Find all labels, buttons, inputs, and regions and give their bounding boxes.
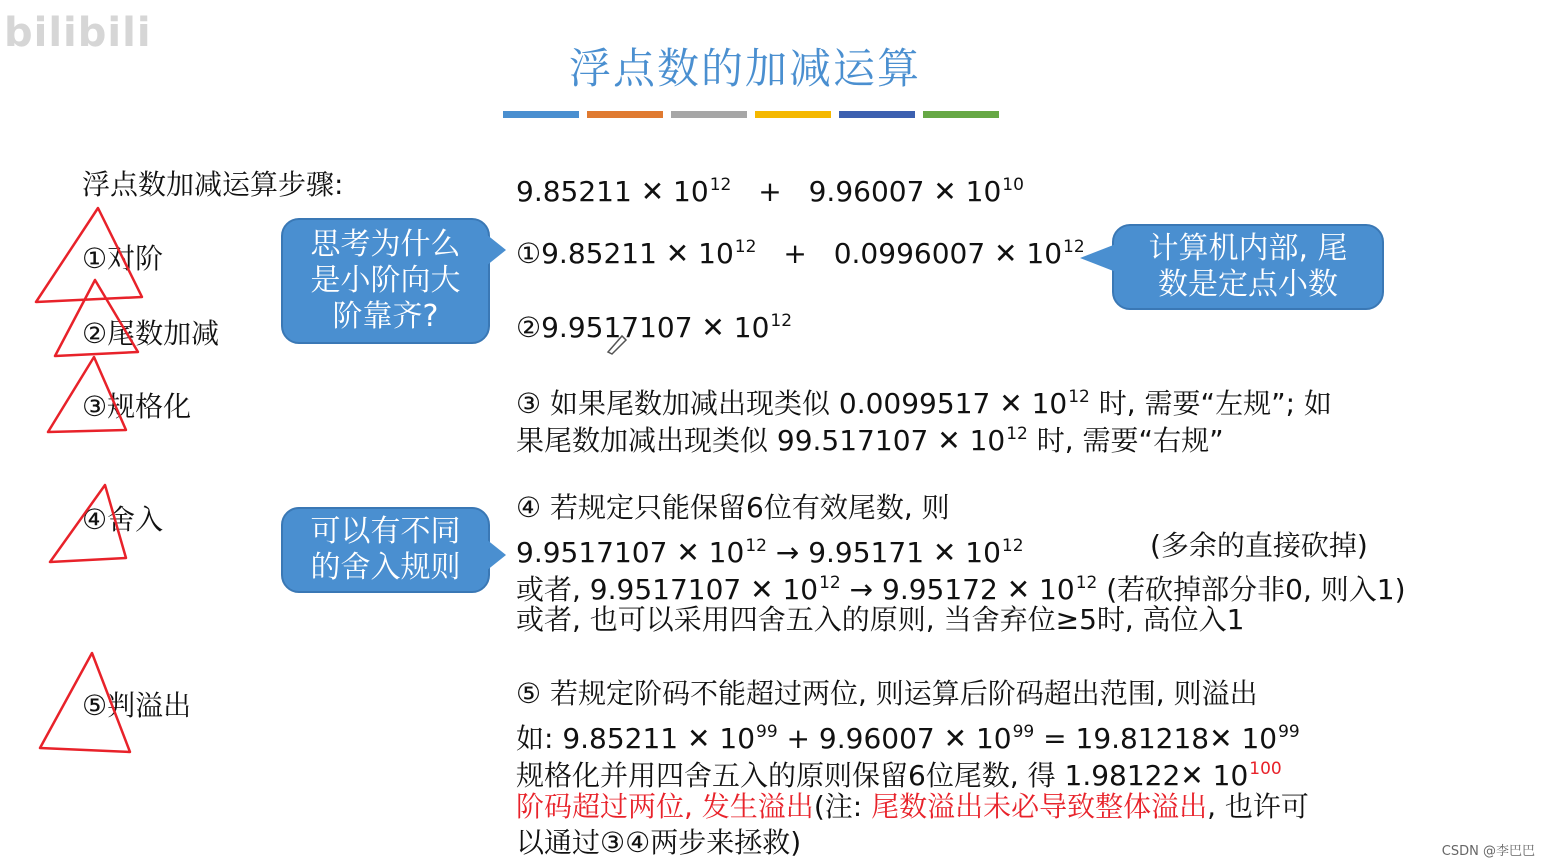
red-triangle-mark xyxy=(36,208,142,302)
red-triangle-mark xyxy=(55,280,138,356)
csdn-watermark: CSDN @李巴巴 xyxy=(1441,844,1535,859)
step-number: ① xyxy=(82,242,108,275)
step-label: 规格化 xyxy=(107,390,192,423)
step-label: 舍入 xyxy=(107,503,164,536)
step4-line-2: 9.9517107 ✕ $10^{12} \to 9.95171$ ✕ $10^{12}$ xyxy=(516,536,1024,569)
red-triangle-mark xyxy=(50,485,126,562)
step5-line-5: 以通过③④两步来拯救) xyxy=(516,826,802,859)
step5-line-4: 阶码超过两位, 发生溢出(注: 尾数溢出未必导致整体溢出, 也许可 xyxy=(516,790,1309,823)
callout-line: 计算机内部, 尾 xyxy=(1148,231,1348,266)
step4-line-3: 或者, 9.9517107 ✕ $10^{12} \to 9.95172$ ✕ $10^{12}$ (若砍掉部分非0, 则入1) xyxy=(516,573,1406,606)
steps-heading: 浮点数加减运算步骤: xyxy=(82,168,344,201)
step5-line-1: ⑤ 若规定阶码不能超过两位, 则运算后阶码超出范围, 则溢出 xyxy=(516,677,1258,710)
step4-note-truncate: (多余的直接砍掉) xyxy=(1150,529,1368,562)
red-triangle-mark xyxy=(48,357,126,432)
step4-line-4: 或者, 也可以采用四舍五入的原则, 当舍弃位≥5时, 高位入1 xyxy=(516,603,1245,636)
step3-line-1: ③ 如果尾数加减出现类似 0.0099517 ✕ $10^{12}$ 时, 需要“左规”; 如 xyxy=(516,387,1332,420)
step3-line-2: 果尾数加减出现类似 99.517107 ✕ $10^{12}$ 时, 需要“右规” xyxy=(516,424,1224,457)
step-label: 对阶 xyxy=(107,242,164,275)
example-expression: 9.85211 ✕ $10^{12} + 9.96007$ ✕ $10^{10}$ xyxy=(516,175,1024,208)
callout-line: 是小阶向大 xyxy=(310,263,461,298)
step-label: 尾数加减 xyxy=(107,317,220,350)
callout-line: 数是定点小数 xyxy=(1158,267,1338,302)
callout-line: 可以有不同 xyxy=(310,514,461,549)
step1-align-line: ①9.85211 ✕ $10^{12} + 0.0996007$ ✕ $10^{12}$ xyxy=(516,237,1085,270)
callout-line: 思考为什么 xyxy=(310,227,461,262)
step-number: ④ xyxy=(82,503,108,536)
step-number: ③ xyxy=(82,390,108,423)
callout-line: 阶靠齐? xyxy=(332,299,439,334)
callout-line: 的舍入规则 xyxy=(310,550,461,585)
bilibili-watermark: bilibili xyxy=(4,10,152,56)
step-number: ⑤ xyxy=(82,689,108,722)
red-triangle-mark xyxy=(40,653,130,752)
pen-cursor-icon xyxy=(608,336,626,354)
step4-line-1: ④ 若规定只能保留6位有效尾数, 则 xyxy=(516,491,950,524)
step5-line-3: 规格化并用四舍五入的原则保留6位尾数, 得 1.98122✕ $10^{100}$ xyxy=(516,759,1282,792)
step-number: ② xyxy=(82,317,108,350)
step-label: 判溢出 xyxy=(107,689,192,722)
step2-add-line: ②9.9517107 ✕ $10^{12}$ xyxy=(516,311,793,344)
page-title: 浮点数的加减运算 xyxy=(568,44,921,93)
step5-line-2: 如: 9.85211 ✕ $10^{99} + 9.96007$ ✕ $10^{99}$ = 19.81218✕ $10^{99}$ xyxy=(516,722,1300,755)
